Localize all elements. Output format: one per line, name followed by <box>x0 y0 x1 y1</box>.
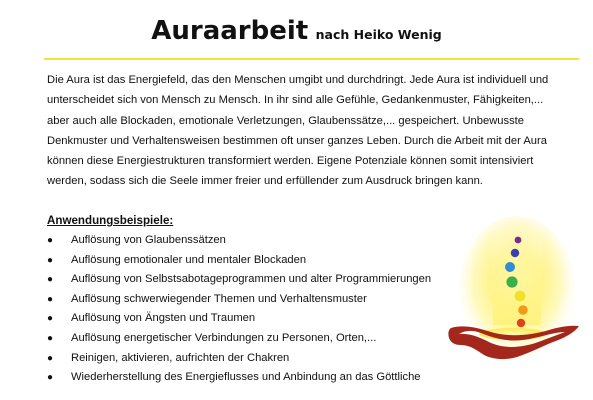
list-item <box>47 371 467 391</box>
page-subtitle: nach Heiko Wenig <box>315 27 442 42</box>
chakra-dot <box>517 319 525 327</box>
chakra-dot <box>511 249 519 257</box>
list-item <box>47 273 467 293</box>
list-item-text: Auflösung von Selbstsabotageprogrammen und alter Programmierungen <box>71 273 432 286</box>
list-item <box>47 234 467 254</box>
list-item-text: Auflösung emotionaler und mentaler Blockaden <box>71 253 307 266</box>
list-item-text: Auflösung energetischer Verbindungen zu Personen, Orten,... <box>71 331 377 344</box>
list-item <box>47 293 467 313</box>
bullet-icon: ● <box>47 254 54 266</box>
intro-paragraph: Die Aura ist das Energiefeld, das den Menschen umgibt und durchdringt. Jede Aura ist individuell und unterscheidet sich von Mensch zu Mensch. In ihr sind alle Gefühle, Gedankenmuster, Fähigkeiten,... aber auch alle Blockaden, emotionale Verletzungen, Glaubenssätze,... gespeichert. Unbewusste Denkmuster und Verhaltensweisen bestimmen oft unser ganzes Leben. Durch die Arbeit mit der Aura können diese Energiestrukturen transformiert werden. Eigene Potenziale können somit intensiviert werden, sodass sich die Seele immer freier und erfüllender zum Ausdruck bringen kann. <box>47 74 549 188</box>
bullet-icon: ● <box>47 313 54 325</box>
title-divider <box>44 58 579 60</box>
chakra-dot <box>518 305 528 315</box>
examples-list <box>47 234 467 391</box>
chakra-dot <box>515 237 522 244</box>
list-item-text: Auflösung von Ängsten und Traumen <box>71 312 256 325</box>
list-item <box>47 332 467 352</box>
hand-with-chakras-icon <box>445 210 585 370</box>
list-item <box>47 254 467 274</box>
intro-section <box>47 70 567 192</box>
list-item <box>47 312 467 332</box>
chakra-dot <box>506 276 517 287</box>
chakra-dot <box>515 291 526 302</box>
list-item-text: Wiederherstellung des Energieflusses und Anbindung an das Göttliche <box>71 371 421 384</box>
list-item-text: Auflösung von Glaubenssätzen <box>71 234 226 246</box>
bullet-icon: ● <box>47 332 54 344</box>
bullet-icon: ● <box>47 293 54 305</box>
bullet-icon: ● <box>47 235 54 246</box>
list-item-text: Auflösung schwerwiegender Themen und Verhaltensmuster <box>71 292 367 305</box>
chakra-dot <box>505 262 515 272</box>
list-item <box>47 352 467 372</box>
title-row <box>0 16 593 46</box>
page-title: Auraarbeit <box>151 16 309 46</box>
bullet-icon: ● <box>47 372 54 384</box>
bullet-icon: ● <box>47 274 54 286</box>
list-item-text: Reinigen, aktivieren, aufrichten der Chakren <box>71 351 290 364</box>
bullet-icon: ● <box>47 352 54 364</box>
examples-heading: Anwendungsbeispiele: <box>47 214 174 227</box>
